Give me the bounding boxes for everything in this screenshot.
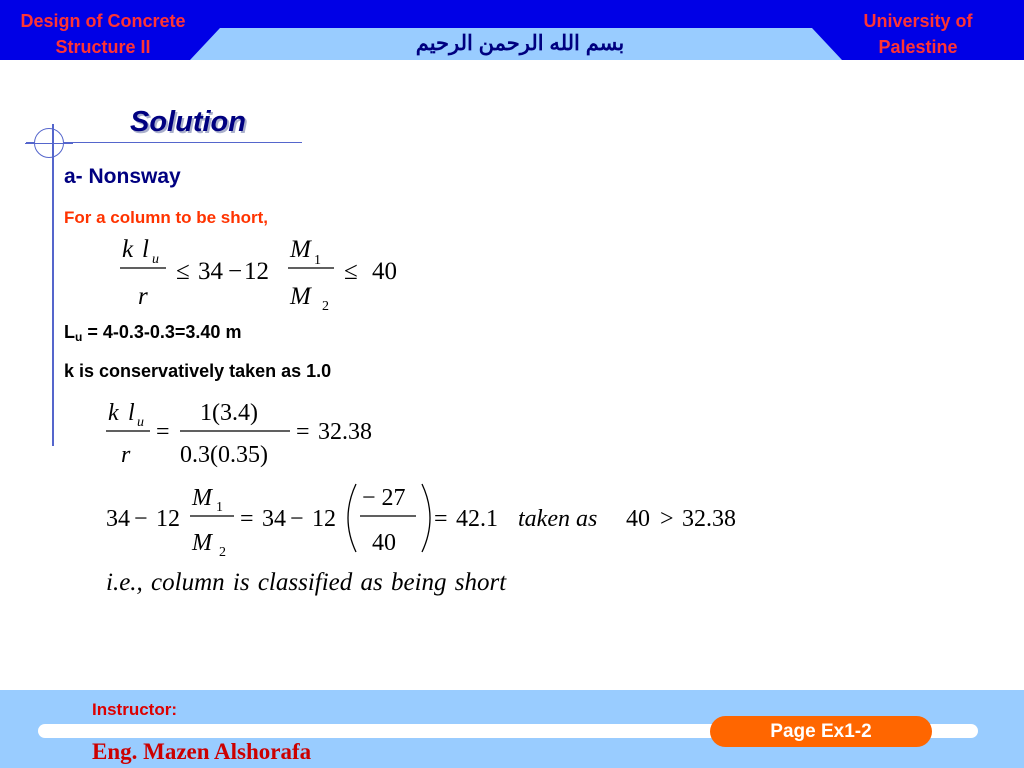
slide-title: Solution (130, 106, 246, 138)
eq3-34: 34 (106, 506, 130, 532)
eq2-equals-1: = (156, 419, 170, 445)
lu-subscript: u (75, 330, 83, 344)
eq3-compare: 32.38 (682, 506, 736, 532)
eq1-leq-2: ≤ (344, 258, 358, 285)
page-number-badge: Page Ex1-2 (710, 716, 932, 747)
eq2-equals-2: = (296, 419, 310, 445)
instructor-label: Instructor: (92, 700, 177, 719)
eq1-12: 12 (244, 258, 269, 285)
equation-slenderness-ratio (104, 396, 394, 476)
eq3-40: 40 (626, 506, 650, 532)
eq3-right-paren (422, 484, 430, 552)
eq2-denominator: 0.3(0.35) (180, 442, 268, 468)
lu-symbol: L (64, 322, 75, 342)
equation-limit-value (104, 478, 764, 560)
eq3-M2: M (192, 530, 212, 556)
eq1-k: k (122, 236, 134, 263)
eq3-gt: > (660, 506, 674, 532)
equation-slenderness-limit (118, 232, 418, 312)
eq1-sub-1: 1 (314, 253, 321, 268)
equation-slenderness-ratio-svg (104, 396, 394, 476)
eq3-12b: 12 (312, 506, 336, 532)
eq1-minus: − (228, 258, 243, 285)
eq1-l: l (142, 236, 149, 263)
eq1-M1: M (290, 236, 311, 263)
university-name (830, 8, 1006, 60)
lu-value-line (64, 322, 241, 344)
eq1-sub-2: 2 (322, 299, 329, 314)
condition-text: For a column to be short, (64, 208, 269, 227)
k-assumption-line: k is conservatively taken as 1.0 (64, 361, 332, 381)
eq3-numerator: − 27 (362, 485, 406, 511)
eq3-taken-as: taken as (518, 506, 598, 532)
eq3-sub-2: 2 (219, 545, 226, 560)
eq1-40: 40 (372, 258, 397, 285)
eq2-r: r (121, 442, 131, 468)
conclusion-text: i.e., column is classified as being short (106, 569, 507, 596)
case-label: a- Nonsway (64, 165, 181, 188)
course-title (0, 8, 206, 60)
eq2-l: l (128, 400, 135, 426)
equation-limit-value-svg (104, 478, 764, 560)
eq1-34: 34 (198, 258, 223, 285)
equation-slenderness-limit-svg (118, 232, 418, 312)
instructor-name: Eng. Mazen Alshorafa (92, 739, 312, 764)
eq3-34b: 34 (262, 506, 286, 532)
eq3-result: 42.1 (456, 506, 498, 532)
eq2-k: k (108, 400, 119, 426)
eq3-12: 12 (156, 506, 180, 532)
course-title-line1: Design of Concrete (20, 11, 186, 31)
crosshair-circle-icon (34, 128, 64, 158)
lu-value: = 4-0.3-0.3=3.40 m (82, 322, 242, 342)
eq3-sub-1: 1 (216, 500, 223, 515)
eq3-M1: M (192, 485, 212, 511)
university-name-line2: Palestine (878, 37, 958, 57)
eq1-leq-1: ≤ (176, 258, 190, 285)
decorative-vertical-line (52, 124, 54, 446)
university-name-line1: University of (863, 11, 973, 31)
eq3-denominator: 40 (372, 530, 396, 556)
eq1-u: u (152, 252, 159, 267)
eq1-r: r (138, 283, 148, 310)
eq3-left-paren (348, 484, 356, 552)
eq3-minus-1: − (134, 506, 148, 532)
eq3-equals-2: = (434, 506, 448, 532)
eq2-u: u (137, 415, 144, 430)
eq3-equals-1: = (240, 506, 254, 532)
course-title-line2: Structure II (55, 37, 151, 57)
eq1-M2: M (290, 283, 311, 310)
eq2-result: 32.38 (318, 419, 372, 445)
eq3-minus-2: − (290, 506, 304, 532)
basmala-text: بسم الله الرحمن الرحيم (415, 32, 625, 55)
eq2-numerator: 1(3.4) (200, 400, 258, 426)
